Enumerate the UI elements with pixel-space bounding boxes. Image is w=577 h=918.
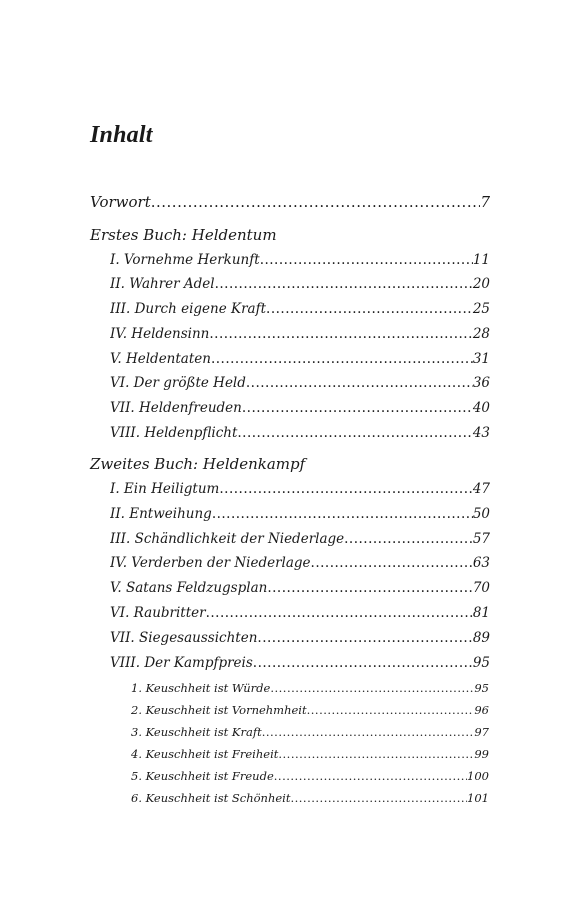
toc-entry-label: V. Heldentaten <box>110 351 211 367</box>
toc-entry-subsection[interactable] <box>131 791 489 805</box>
toc-entry-chapter[interactable] <box>110 580 490 596</box>
toc-entry-page: 101 <box>467 791 489 805</box>
toc-entry-page: 96 <box>474 703 489 717</box>
leader-dots <box>151 193 481 211</box>
toc-entry-page: 7 <box>480 193 490 211</box>
leader-dots <box>270 681 474 695</box>
toc-entry-label: 2. Keuschheit ist Vornehmheit <box>131 703 307 717</box>
leader-dots <box>209 326 472 342</box>
leader-dots <box>307 703 475 717</box>
toc-entry-page: 97 <box>474 725 489 739</box>
toc-entry-chapter[interactable] <box>110 655 490 671</box>
page-title: Inhalt <box>90 122 153 148</box>
toc-entry-page: 95 <box>474 681 489 695</box>
leader-dots <box>215 276 473 292</box>
toc-entry-page: 28 <box>472 326 490 342</box>
toc-entry-page: 43 <box>472 425 490 441</box>
toc-entry-subsection[interactable] <box>131 725 489 739</box>
leader-dots <box>290 791 467 805</box>
toc-entry-page: 89 <box>472 630 490 646</box>
toc-entry-label: VIII. Heldenpflicht <box>110 425 238 441</box>
toc-entry-label: II. Wahrer Adel <box>110 276 215 292</box>
toc-entry-label: IV. Verderben der Niederlage <box>110 555 311 571</box>
leader-dots <box>266 301 473 317</box>
toc-entry-page: 95 <box>472 655 490 671</box>
toc-entry-chapter[interactable] <box>110 506 490 522</box>
toc-entry-label: I. Vornehme Herkunft <box>110 252 260 268</box>
book-heading-2: Zweites Buch: Heldenkampf <box>90 455 306 473</box>
toc-entry-chapter[interactable] <box>110 555 490 571</box>
toc-entry-label: VII. Heldenfreuden <box>110 400 242 416</box>
toc-entry-chapter[interactable] <box>110 252 490 268</box>
toc-entry-page: 70 <box>472 580 490 596</box>
toc-entry-page: 36 <box>472 375 490 391</box>
toc-entry-chapter[interactable] <box>110 375 490 391</box>
leader-dots <box>274 769 467 783</box>
toc-entry-chapter[interactable] <box>110 301 490 317</box>
toc-entry-page: 99 <box>474 747 489 761</box>
toc-entry-page: 63 <box>472 555 490 571</box>
leader-dots <box>278 747 474 761</box>
toc-entry-foreword[interactable] <box>90 193 490 211</box>
toc-entry-label: III. Durch eigene Kraft <box>110 301 267 317</box>
leader-dots <box>344 531 473 547</box>
toc-entry-chapter[interactable] <box>110 531 490 547</box>
toc-entry-subsection[interactable] <box>131 769 489 783</box>
toc-entry-label: II. Entweihung <box>110 506 212 522</box>
toc-entry-label: 6. Keuschheit ist Schönheit <box>131 791 291 805</box>
toc-entry-chapter[interactable] <box>110 351 490 367</box>
toc-entry-chapter[interactable] <box>110 605 490 621</box>
toc-entry-subsection[interactable] <box>131 747 489 761</box>
leader-dots <box>253 655 473 671</box>
toc-entry-label: III. Schändlichkeit der Niederlage <box>110 531 345 547</box>
leader-dots <box>206 605 473 621</box>
toc-entry-page: 81 <box>472 605 490 621</box>
toc-entry-page: 31 <box>472 351 490 367</box>
leader-dots <box>257 630 472 646</box>
leader-dots <box>219 481 472 497</box>
leader-dots <box>237 425 472 441</box>
leader-dots <box>212 506 473 522</box>
toc-entry-chapter[interactable] <box>110 276 490 292</box>
toc-entry-chapter[interactable] <box>110 630 490 646</box>
toc-entry-chapter[interactable] <box>110 425 490 441</box>
toc-entry-page: 40 <box>472 400 490 416</box>
toc-entry-page: 25 <box>472 301 490 317</box>
toc-entry-label: VIII. Der Kampfpreis <box>110 655 253 671</box>
leader-dots <box>267 580 472 596</box>
toc-entry-label: 1. Keuschheit ist Würde <box>131 681 271 695</box>
toc-entry-label: VI. Raubritter <box>110 605 206 621</box>
toc-entry-page: 50 <box>472 506 490 522</box>
leader-dots <box>311 555 473 571</box>
toc-entry-page: 57 <box>472 531 490 547</box>
toc-entry-label: 5. Keuschheit ist Freude <box>131 769 274 783</box>
toc-entry-subsection[interactable] <box>131 703 489 717</box>
toc-entry-page: 100 <box>467 769 489 783</box>
toc-entry-label: VI. Der größte Held <box>110 375 246 391</box>
leader-dots <box>242 400 473 416</box>
leader-dots <box>260 252 473 268</box>
toc-entry-label: V. Satans Feldzugsplan <box>110 580 268 596</box>
toc-entry-label: 3. Keuschheit ist Kraft <box>131 725 262 739</box>
toc-entry-page: 47 <box>472 481 490 497</box>
toc-entry-label: 4. Keuschheit ist Freiheit <box>131 747 279 761</box>
toc-entry-page: 20 <box>472 276 490 292</box>
toc-entry-label: I. Ein Heiligtum <box>110 481 220 497</box>
toc-entry-label: VII. Siegesaussichten <box>110 630 258 646</box>
leader-dots <box>246 375 473 391</box>
toc-entry-chapter[interactable] <box>110 400 490 416</box>
toc-entry-chapter[interactable] <box>110 326 490 342</box>
toc-entry-subsection[interactable] <box>131 681 489 695</box>
toc-entry-chapter[interactable] <box>110 481 490 497</box>
toc-entry-label: IV. Heldensinn <box>110 326 210 342</box>
toc-entry-page: 11 <box>472 252 490 268</box>
book-heading-1: Erstes Buch: Heldentum <box>90 226 277 244</box>
toc-entry-label: Vorwort <box>90 193 151 211</box>
leader-dots <box>211 351 473 367</box>
leader-dots <box>262 725 475 739</box>
